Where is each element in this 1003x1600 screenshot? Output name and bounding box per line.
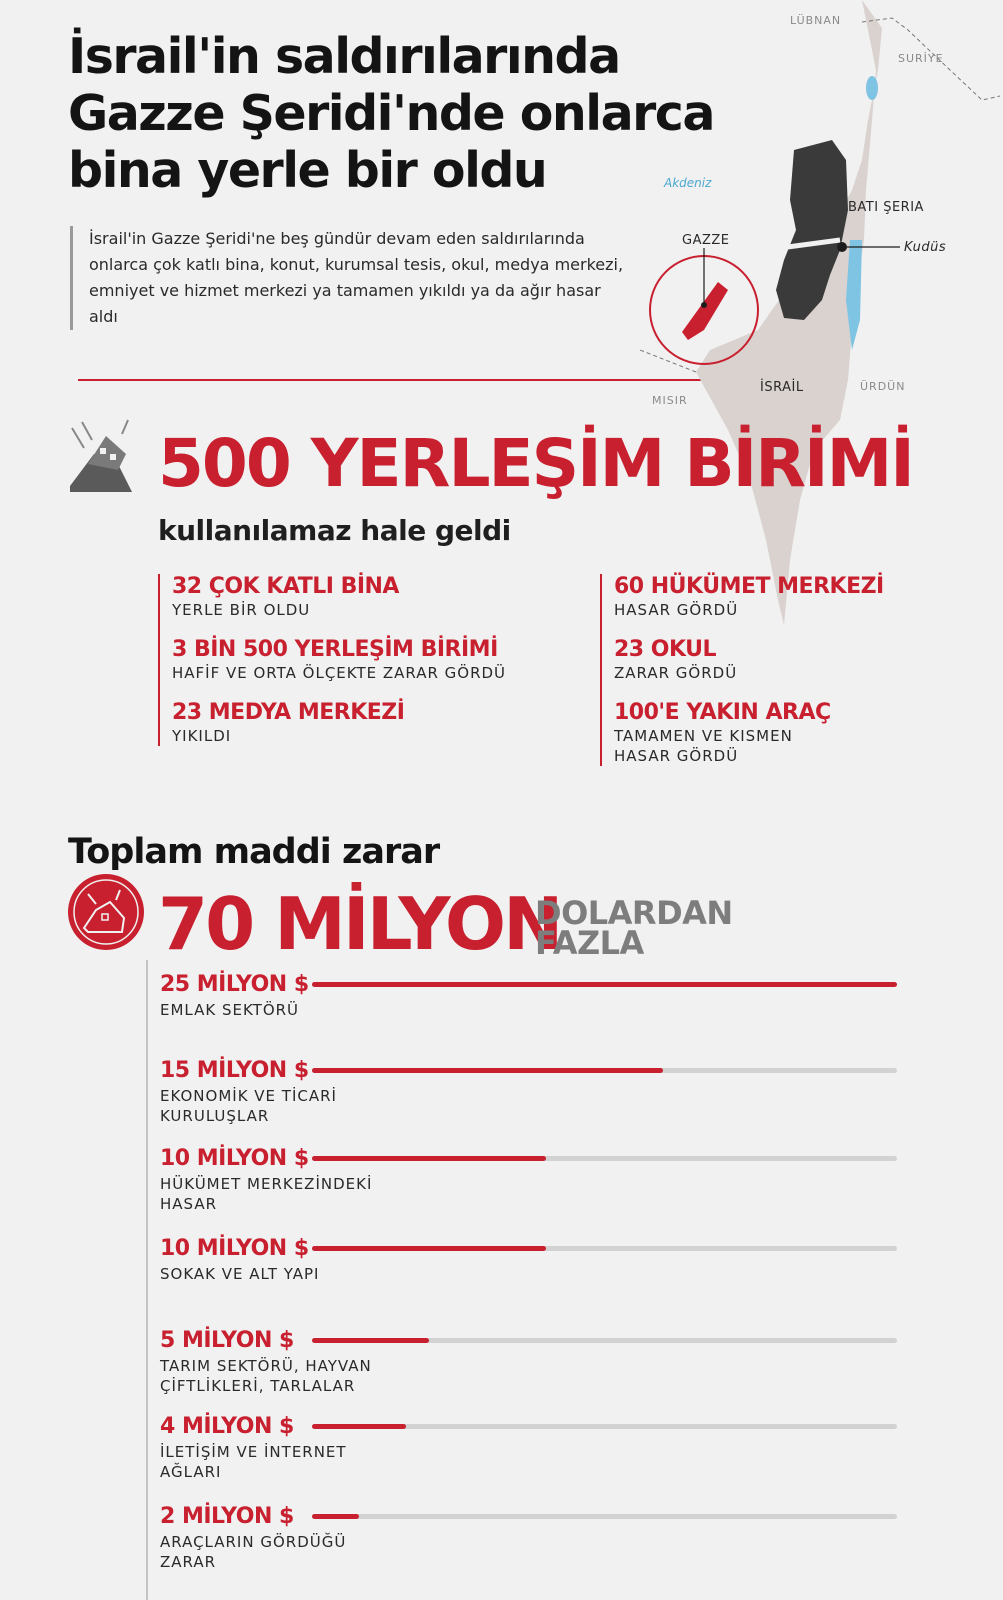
bar-fill [312,1068,663,1073]
stat-item [602,574,902,620]
stat-value: 3 BİN 500 YERLEŞİM BİRİMİ [172,637,498,662]
bar-category-label: TARIM SEKTÖRÜ, HAYVAN ÇİFTLİKLERİ, TARLALAR [160,1357,372,1395]
bar-fill [312,1246,546,1251]
stat-desc: HASAR GÖRDÜ [614,601,739,619]
collapsed-building-icon [66,414,146,494]
intro-text: İsrail'in Gazze Şeridi'ne beş gündür devam eden saldırılarında onlarca çok katlı bina, konut, kurumsal tesis, okul, medya merkezi, emniyet ve hizmet merkezi ya tamamen yıkıldı ya da ağır hasar aldı [70,226,629,330]
stat-value: 23 MEDYA MERKEZİ [172,700,405,725]
label-lubnan: LÜBNAN [790,14,842,27]
label-akdeniz: Akdeniz [664,176,712,190]
stat-value: 23 OKUL [614,637,717,662]
bar-fill [312,1424,406,1429]
bar-fill [312,982,897,987]
bar-fill [312,1514,359,1519]
bar-value-label: 10 MİLYON $ [160,1236,309,1261]
sea-of-galilee [866,76,878,100]
bar-track [312,1156,897,1161]
label-bati-seria: BATI ŞERIA [848,200,924,215]
bar-track [312,1068,897,1073]
stat-desc: YERLE BİR OLDU [172,601,311,619]
bar-value-label: 15 MİLYON $ [160,1058,309,1083]
bar-category-label: EKONOMİK VE TİCARİ KURULUŞLAR [160,1087,337,1125]
bar-category-label: ARAÇLARIN GÖRDÜĞÜ ZARAR [160,1533,347,1571]
label-misir: MISIR [652,394,688,407]
damaged-house-icon [66,872,146,952]
bar-value-label: 25 MİLYON $ [160,972,309,997]
stat-desc: ZARAR GÖRDÜ [614,664,738,682]
stat-value: 60 HÜKÜMET MERKEZİ [614,574,884,599]
total-unit: DOLARDAN FAZLA [535,894,733,962]
bar-value-label: 5 MİLYON $ [160,1328,294,1353]
stat-item [602,700,831,766]
bar-fill [312,1156,546,1161]
stat-item [160,700,580,746]
stat-item [160,637,580,683]
bar-value-label: 10 MİLYON $ [160,1146,309,1171]
bar-track [312,982,897,987]
bar-value-label: 2 MİLYON $ [160,1504,294,1529]
page-title: İsrail'in saldırılarında Gazze Şeridi'nde onlarca bina yerle bir oldu [68,28,714,199]
bar-track [312,1338,897,1343]
gaza-strip [682,282,728,340]
stat-desc: YIKILDI [172,727,232,745]
chart-axis-line [146,960,148,1600]
stat-value: 32 ÇOK KATLI BİNA [172,574,399,599]
bar-category-label: HÜKÜMET MERKEZİNDEKİ HASAR [160,1175,373,1213]
bar-track [312,1514,897,1519]
region-map [600,0,1003,640]
subhead: kullanılamaz hale geldi [158,514,511,547]
label-kudus: Kudüs [904,240,947,255]
label-gazze: GAZZE [682,233,730,248]
total-value: 70 MİLYON [158,882,561,966]
stat-desc: TAMAMEN VE KISMEN HASAR GÖRDÜ [614,727,793,765]
label-suriye: SURİYE [898,52,944,65]
headline: 500 YERLEŞİM BİRİMİ [158,425,913,502]
bar-category-label: İLETİŞİM VE İNTERNET AĞLARI [160,1443,347,1481]
stats-left-column [158,574,580,746]
bar-fill [312,1338,429,1343]
bar-value-label: 4 MİLYON $ [160,1414,294,1439]
stat-item [602,637,902,683]
stat-value: 100'E YAKIN ARAÇ [614,700,831,725]
bar-track [312,1246,897,1251]
bar-category-label: EMLAK SEKTÖRÜ [160,1001,300,1019]
kudus-marker [837,242,847,252]
stat-desc: HAFİF VE ORTA ÖLÇEKTE ZARAR GÖRDÜ [172,664,507,682]
stat-item [160,574,580,620]
label-israil: İSRAİL [760,380,804,395]
stats-right-column [600,574,902,766]
bar-track [312,1424,897,1429]
total-label: Toplam maddi zarar [68,832,440,872]
bar-category-label: SOKAK VE ALT YAPI [160,1265,320,1283]
label-urdun: ÜRDÜN [860,380,906,393]
